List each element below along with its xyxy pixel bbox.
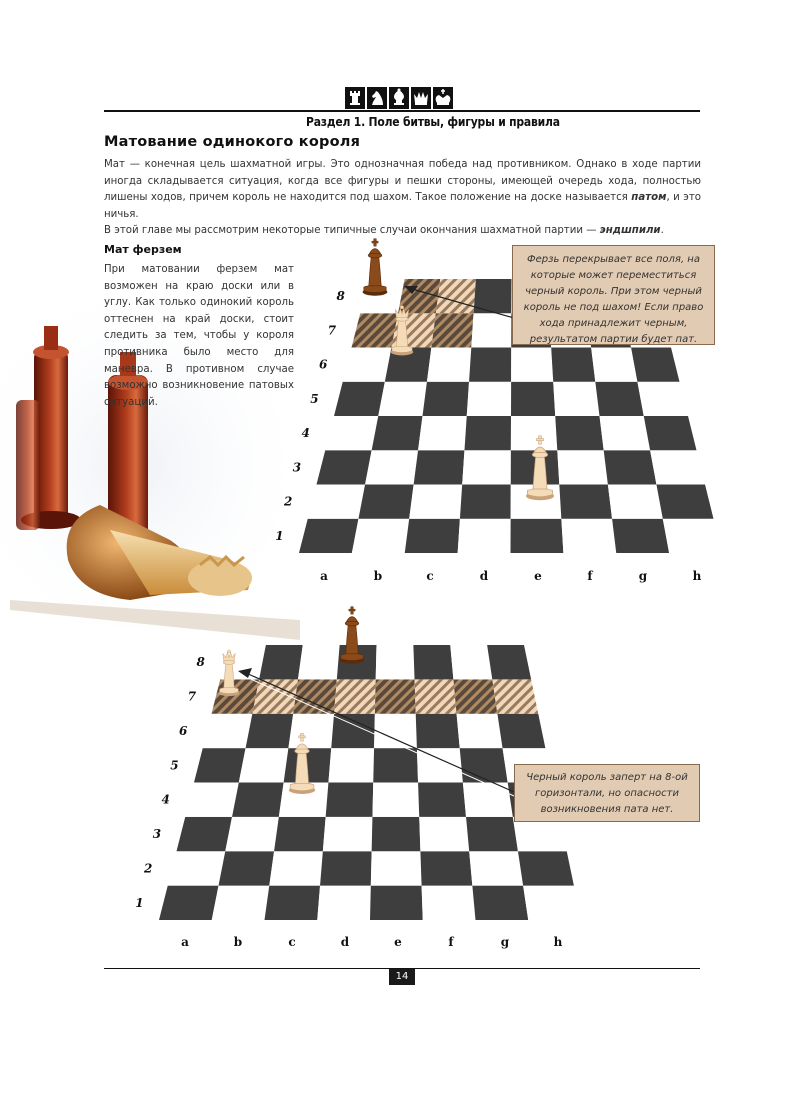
square-c5 (423, 382, 470, 416)
section-title: Раздел 1. Поле битвы, фигуры и правила (306, 115, 560, 129)
square-a2 (168, 851, 226, 885)
square-b3 (225, 817, 279, 851)
square-d5 (467, 382, 511, 416)
black-king-d8 (340, 607, 365, 664)
rank-label-3: 3 (152, 827, 162, 842)
square-f4 (418, 783, 466, 817)
square-f6 (416, 714, 460, 748)
square-a4 (185, 783, 239, 817)
file-label-c: c (426, 569, 434, 583)
square-c4 (418, 416, 467, 450)
square-a3 (177, 817, 233, 851)
file-label-h: h (553, 935, 563, 949)
square-d1 (458, 519, 511, 553)
square-c1 (405, 519, 460, 553)
square-a5 (334, 382, 385, 416)
square-a2 (308, 485, 365, 519)
square-a1 (299, 519, 358, 553)
square-g4 (600, 416, 651, 450)
queen-mate-title: Мат ферзем (104, 243, 182, 256)
square-g5 (595, 382, 643, 416)
square-h5 (637, 382, 688, 416)
rank-label-6: 6 (178, 723, 188, 738)
square-f6 (551, 348, 595, 382)
square-b8 (398, 279, 440, 313)
square-d6 (469, 348, 511, 382)
square-c7 (431, 313, 473, 347)
square-c1 (265, 886, 321, 920)
square-c8 (298, 645, 340, 679)
rank-label-1: 1 (135, 895, 144, 910)
file-label-g: g (500, 935, 510, 949)
square-g3 (604, 450, 657, 484)
square-d3 (323, 817, 373, 851)
square-f4 (555, 416, 603, 450)
square-g1 (472, 886, 528, 920)
page-number: 14 (389, 969, 415, 985)
square-h3 (513, 817, 567, 851)
square-b5 (378, 382, 427, 416)
square-d3 (462, 450, 511, 484)
square-h7 (492, 679, 538, 713)
rank-label-6: 6 (318, 357, 328, 372)
square-h3 (650, 450, 705, 484)
callout-stalemate: Ферзь перекрывает все поля, на которые может переместиться черный король. При этом черный король не под шахом! Если право хода принадлежит черным, результатом партии будет пат. (512, 245, 715, 345)
square-a5 (194, 748, 246, 782)
square-a1 (159, 886, 219, 920)
square-b2 (219, 851, 275, 885)
square-h8 (487, 645, 531, 679)
square-h2 (518, 851, 574, 885)
square-e4 (511, 416, 557, 450)
square-b1 (212, 886, 270, 920)
square-g5 (460, 748, 508, 782)
square-f1 (561, 519, 616, 553)
square-f3 (557, 450, 608, 484)
square-d2 (320, 851, 372, 885)
file-label-f: f (448, 935, 454, 949)
square-a8 (360, 279, 404, 313)
square-f5 (417, 748, 463, 782)
queen-mate-text: При матовании ферзем мат возможен на краю доски или в углу. Как только одинокий король оттеснен на край доски, стоит следить за тем, чтобы у короля противника было место для маневра. В противном случае возможно возникновение патовых ситуаций. (104, 264, 294, 408)
square-f7 (415, 679, 457, 713)
square-e6 (511, 348, 553, 382)
square-a6 (203, 714, 253, 748)
square-b5 (239, 748, 289, 782)
square-b1 (352, 519, 409, 553)
square-e1 (511, 519, 564, 553)
file-label-d: d (479, 569, 489, 583)
square-f2 (559, 485, 612, 519)
endgame-term: эндшпили (599, 225, 661, 237)
square-c2 (269, 851, 323, 885)
file-label-f: f (587, 569, 593, 583)
file-label-e: e (394, 935, 402, 949)
square-c2 (409, 485, 462, 519)
square-c6 (288, 714, 334, 748)
topic-title: Матование одинокого короля (104, 134, 361, 150)
square-a7 (212, 679, 260, 713)
intro-paragraph-1: Мат — конечная цель шахматной игры. Это однозначная победа над противником. Однако в ходе партии иногда складывается ситуация, когда все фигуры и пешки стороны, имеющей очередь хода, полностью лишены ходов, причем король не находится под шахом. Такое положение на доске называется патом, и это ничья. (104, 159, 701, 220)
rank-label-8: 8 (336, 289, 345, 304)
square-e3 (372, 817, 421, 851)
square-h2 (656, 485, 713, 519)
square-a7 (352, 313, 399, 347)
square-f2 (420, 851, 472, 885)
rank-label-5: 5 (170, 758, 179, 773)
square-d7 (471, 313, 511, 347)
square-a6 (343, 348, 392, 382)
file-label-b: b (233, 935, 243, 949)
square-e2 (371, 851, 422, 885)
intro-paragraph-2: В этой главе мы рассмотрим некоторые типичные случаи окончания шахматной партии — эндшпили. (104, 225, 664, 237)
square-d1 (317, 886, 371, 920)
square-a4 (325, 416, 378, 450)
file-label-g: g (638, 569, 648, 583)
rank-label-5: 5 (310, 391, 319, 406)
square-b2 (358, 485, 413, 519)
square-b4 (232, 783, 284, 817)
rank-label-4: 4 (161, 792, 170, 807)
square-d4 (326, 783, 374, 817)
rank-label-3: 3 (292, 460, 302, 475)
square-f1 (422, 886, 476, 920)
callout-rank-eight: Черный король заперт на 8-ой горизонтали, но опасности возникновения пата нет. (514, 764, 700, 822)
rank-label-2: 2 (143, 861, 153, 876)
rank-label-1: 1 (275, 528, 284, 543)
square-g7 (453, 679, 497, 713)
square-f8 (413, 645, 453, 679)
square-e4 (372, 783, 419, 817)
file-label-a: a (320, 569, 328, 583)
square-d2 (460, 485, 511, 519)
square-e8 (376, 645, 415, 679)
square-e5 (373, 748, 418, 782)
file-label-d: d (340, 935, 350, 949)
rank-label-2: 2 (283, 494, 293, 509)
square-c3 (414, 450, 465, 484)
square-g6 (457, 714, 503, 748)
square-a3 (317, 450, 372, 484)
file-label-a: a (181, 935, 189, 949)
square-e7 (375, 679, 416, 713)
square-g3 (466, 817, 518, 851)
square-b8 (259, 645, 303, 679)
square-b4 (372, 416, 423, 450)
stalemate-term: патом (631, 192, 667, 204)
square-h1 (523, 886, 581, 920)
square-g6 (591, 348, 637, 382)
square-c8 (436, 279, 476, 313)
square-b3 (365, 450, 418, 484)
square-h1 (663, 519, 722, 553)
file-label-c: c (288, 935, 296, 949)
square-d5 (328, 748, 374, 782)
file-label-h: h (692, 569, 702, 583)
rank-label-4: 4 (301, 426, 310, 441)
square-g2 (469, 851, 523, 885)
square-g2 (608, 485, 663, 519)
square-f5 (553, 382, 599, 416)
black-king-a8 (363, 239, 388, 296)
square-g1 (612, 519, 669, 553)
square-h6 (497, 714, 545, 748)
square-h6 (631, 348, 679, 382)
square-b6 (246, 714, 294, 748)
square-d7 (334, 679, 376, 713)
square-h4 (644, 416, 697, 450)
file-label-b: b (373, 569, 383, 583)
square-d4 (464, 416, 511, 450)
file-label-e: e (534, 569, 542, 583)
square-e1 (370, 886, 423, 920)
square-f3 (419, 817, 469, 851)
square-c3 (274, 817, 326, 851)
rank-label-8: 8 (196, 655, 205, 670)
rank-label-7: 7 (187, 689, 197, 704)
square-g8 (450, 645, 492, 679)
square-e5 (511, 382, 555, 416)
square-c6 (427, 348, 471, 382)
rank-label-7: 7 (327, 323, 337, 338)
